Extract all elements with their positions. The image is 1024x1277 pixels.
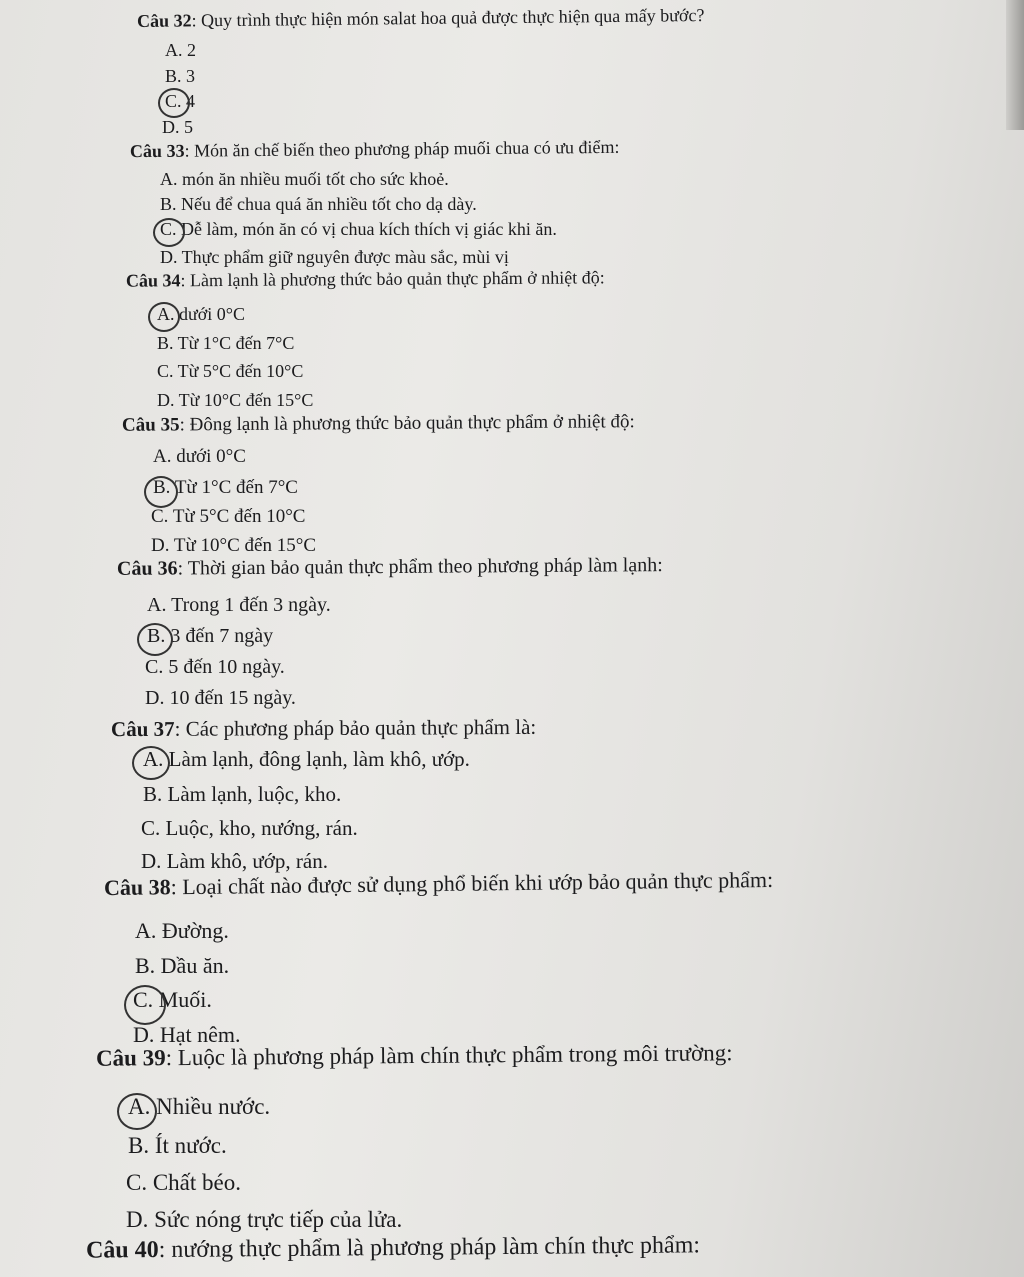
- option-a[interactable]: A. 2: [165, 40, 196, 60]
- question-text: : Quy trình thực hiện món salat hoa quả được thực hiện qua mấy bước?: [191, 5, 705, 31]
- answer-circle: [124, 985, 166, 1025]
- option-c[interactable]: C. Luộc, kho, nướng, rán.: [141, 816, 358, 840]
- option-b[interactable]: B. Nếu để chua quá ăn nhiều tốt cho dạ dày.: [160, 194, 477, 214]
- question-35: [122, 411, 635, 437]
- question-text: : Đông lạnh là phương thức bảo quản thực phẩm ở nhiệt độ:: [179, 411, 635, 436]
- option-d[interactable]: D. Thực phẩm giữ nguyên được màu sắc, mùi vị: [160, 247, 509, 267]
- option-a[interactable]: A. Trong 1 đến 3 ngày.: [147, 594, 331, 616]
- question-label: Câu 32: [136, 10, 192, 31]
- answer-circle: [117, 1093, 157, 1130]
- option-c[interactable]: C. Từ 5°C đến 10°C: [157, 361, 304, 381]
- option-d[interactable]: D. 5: [162, 117, 193, 137]
- option-a[interactable]: A. Làm lạnh, đông lạnh, làm khô, ướp.: [143, 747, 470, 771]
- option-d[interactable]: D. Từ 10°C đến 15°C: [151, 535, 317, 556]
- option-b[interactable]: B. Từ 1°C đến 7°C: [153, 477, 298, 498]
- question-label: Câu 38: [103, 874, 171, 901]
- option-c[interactable]: C. 5 đến 10 ngày.: [145, 656, 285, 678]
- question-text: : Món ăn chế biến theo phương pháp muối chua có ưu điểm:: [184, 136, 620, 161]
- option-a[interactable]: A. Đường.: [135, 918, 229, 943]
- question-34: [126, 267, 605, 291]
- question-36: [117, 554, 663, 581]
- answer-circle: [153, 218, 185, 247]
- option-a[interactable]: A. Nhiều nước.: [128, 1094, 271, 1119]
- option-c[interactable]: C. Từ 5°C đến 10°C: [151, 506, 306, 527]
- question-32: [137, 5, 705, 32]
- option-d[interactable]: D. Hạt nêm.: [133, 1022, 241, 1047]
- question-39: [96, 1040, 733, 1072]
- question-text: : Loại chất nào được sử dụng phổ biến khi ướp bảo quản thực phẩm:: [170, 866, 774, 900]
- question-text: : Thời gian bảo quản thực phẩm theo phương pháp làm lạnh:: [177, 554, 663, 580]
- option-a[interactable]: A. dưới 0°C: [153, 446, 246, 467]
- page-edge-shadow: [1006, 0, 1024, 130]
- option-b[interactable]: B. 3 đến 7 ngày: [147, 625, 274, 647]
- question-label: Câu 39: [95, 1045, 166, 1071]
- option-d[interactable]: D. Từ 10°C đến 15°C: [157, 390, 314, 410]
- question-40: [86, 1232, 700, 1264]
- answer-circle: [158, 88, 190, 118]
- question-label: Câu 34: [125, 270, 181, 291]
- question-label: Câu 37: [110, 716, 175, 742]
- option-b[interactable]: B. 3: [165, 66, 196, 86]
- question-label: Câu 33: [129, 140, 185, 162]
- question-label: Câu 40: [85, 1237, 159, 1264]
- answer-circle: [144, 476, 178, 508]
- option-b[interactable]: B. Ít nước.: [128, 1133, 227, 1158]
- option-c[interactable]: C. Dễ làm, món ăn có vị chua kích thích vị giác khi ăn.: [160, 219, 557, 239]
- option-d[interactable]: D. Sức nóng trực tiếp của lửa.: [126, 1207, 403, 1232]
- answer-circle: [137, 623, 173, 656]
- question-33: [130, 137, 620, 162]
- option-c[interactable]: C. Chất béo.: [126, 1170, 241, 1195]
- question-text: : Luộc là phương pháp làm chín thực phẩm trong môi trường:: [165, 1040, 733, 1071]
- option-d[interactable]: D. 10 đến 15 ngày.: [145, 687, 296, 709]
- question-text: : Làm lạnh là phương thức bảo quản thực phẩm ở nhiệt độ:: [180, 267, 605, 291]
- option-c[interactable]: C. 4: [165, 91, 196, 111]
- option-d[interactable]: D. Làm khô, ướp, rán.: [141, 849, 328, 873]
- option-a[interactable]: A. món ăn nhiều muối tốt cho sức khoẻ.: [160, 169, 449, 189]
- answer-circle: [148, 302, 180, 332]
- question-text: : Các phương pháp bảo quản thực phẩm là:: [174, 714, 537, 741]
- option-c[interactable]: C. Muối.: [133, 987, 212, 1012]
- answer-circle: [132, 746, 170, 780]
- question-label: Câu 35: [121, 414, 180, 436]
- question-text: : nướng thực phẩm là phương pháp làm chín thực phẩm:: [158, 1232, 701, 1264]
- question-label: Câu 36: [116, 557, 178, 580]
- option-b[interactable]: B. Từ 1°C đến 7°C: [157, 333, 295, 353]
- question-37: [111, 715, 536, 742]
- option-b[interactable]: B. Làm lạnh, luộc, kho.: [143, 782, 342, 806]
- option-b[interactable]: B. Dầu ăn.: [135, 953, 230, 978]
- option-a[interactable]: A. dưới 0°C: [157, 304, 245, 324]
